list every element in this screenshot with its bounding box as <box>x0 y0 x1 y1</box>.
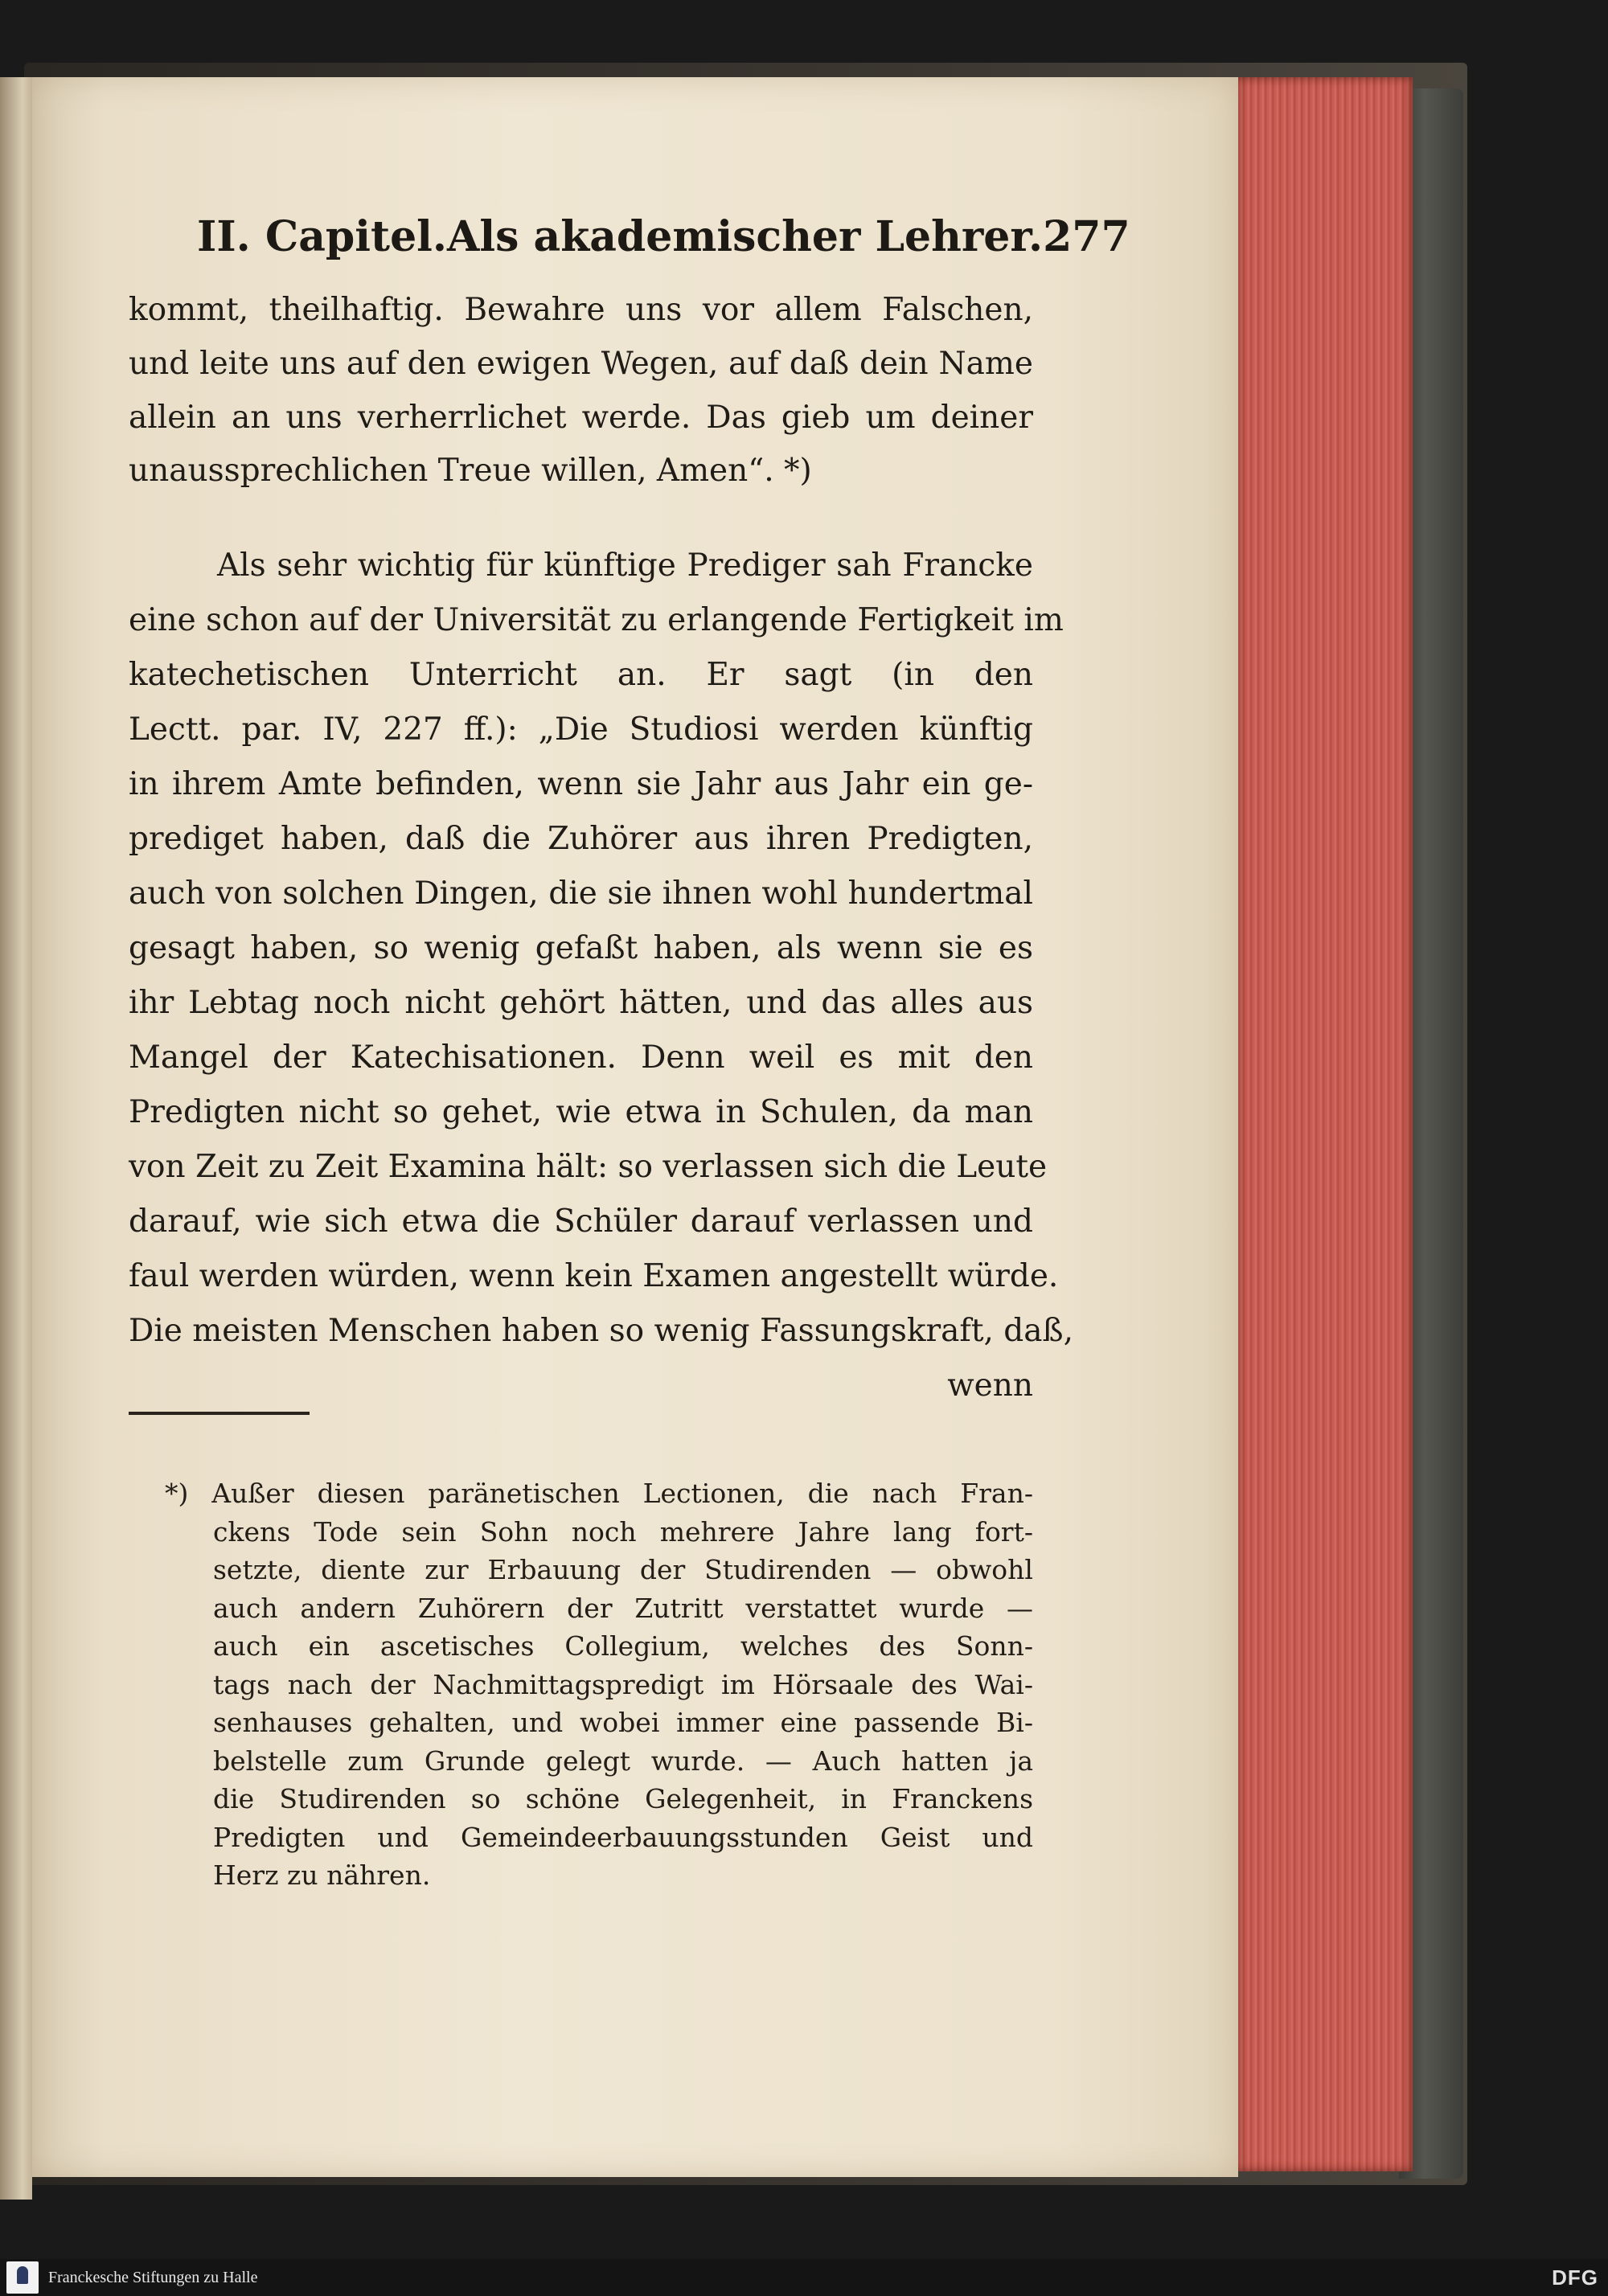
footnote-rule <box>129 1412 310 1415</box>
body-line: unaussprechlichen Treue willen, Amen“. *) <box>129 453 812 489</box>
footnote-line: belstelle zum Grunde gelegt wurde. — Auch hatten ja <box>213 1745 1033 1777</box>
body-line: Als sehr wichtig für künftige Prediger sah Francke <box>217 547 1033 584</box>
footnote-line: Herz zu nähren. <box>213 1859 431 1891</box>
body-line: wenn <box>947 1367 1033 1404</box>
footnote-line: setzte, diente zur Erbauung der Studirenden — obwohl <box>213 1554 1033 1585</box>
book-page <box>32 77 1238 2177</box>
body-line: Mangel der Katechisationen. Denn weil es mit den <box>129 1039 1033 1076</box>
institution-name: Franckesche Stiftungen zu Halle <box>48 2268 258 2286</box>
body-line: prediget haben, daß die Zuhörer aus ihren Predigten, <box>129 821 1033 857</box>
footnote-line: *) Außer diesen paränetischen Lectionen, die nach Fran- <box>165 1478 1033 1509</box>
body-line: und leite uns auf den ewigen Wegen, auf daß dein Name <box>129 346 1033 382</box>
page-number: 277 <box>1043 212 1130 261</box>
dfg-logo: DFG <box>1552 2265 1598 2290</box>
footnote-line: auch andern Zuhörern der Zutritt verstattet wurde — <box>213 1593 1033 1624</box>
body-line: eine schon auf der Universität zu erlangende Fertigkeit im <box>129 602 1064 638</box>
body-line: in ihrem Amte befinden, wenn sie Jahr aus Jahr ein ge- <box>129 766 1033 802</box>
body-line: Lectt. par. IV, 227 ff.): „Die Studiosi werden künftig <box>129 711 1033 748</box>
body-line: ihr Lebtag noch nicht gehört hätten, und das alles aus <box>129 985 1033 1021</box>
footnote-line: ckens Tode sein Sohn noch mehrere Jahre lang fort- <box>213 1516 1033 1548</box>
body-line: Die meisten Menschen haben so wenig Fassungskraft, daß, <box>129 1313 1073 1349</box>
footnote-line: die Studirenden so schöne Gelegenheit, in Franckens <box>213 1783 1033 1814</box>
body-line: darauf, wie sich etwa die Schüler darauf verlassen und <box>129 1203 1033 1240</box>
body-line: gesagt haben, so wenig gefaßt haben, als wenn sie es <box>129 930 1033 966</box>
body-line: faul werden würden, wenn kein Examen angestellt würde. <box>129 1258 1059 1294</box>
franckesche-stiftungen-logo-icon <box>6 2261 39 2294</box>
footnote-line: auch ein ascetisches Collegium, welches des Sonn- <box>213 1630 1033 1662</box>
body-line: kommt, theilhaftig. Bewahre uns vor allem Falschen, <box>129 292 1033 328</box>
left-page-edge <box>0 77 32 2200</box>
chapter-title: Als akademischer Lehrer. <box>447 212 1044 261</box>
body-line: katechetischen Unterricht an. Er sagt (in den <box>129 657 1033 693</box>
footnote-line: tags nach der Nachmittagspredigt im Hörsaale des Wai- <box>213 1669 1033 1700</box>
running-head <box>197 212 1130 261</box>
body-line: Predigten nicht so gehet, wie etwa in Schulen, da man <box>129 1094 1033 1130</box>
body-line: auch von solchen Dingen, die sie ihnen wohl hundertmal <box>129 875 1033 912</box>
institution-credit <box>0 2261 257 2294</box>
footnote-line: senhauses gehalten, und wobei immer eine passende Bi- <box>213 1707 1033 1738</box>
footnote-line: Predigten und Gemeindeerbauungsstunden Geist und <box>213 1822 1033 1853</box>
body-line: allein an uns verherrlichet werde. Das gieb um deiner <box>129 400 1033 436</box>
body-line: von Zeit zu Zeit Examina hält: so verlassen sich die Leute <box>129 1149 1048 1185</box>
red-page-edges <box>1232 77 1413 2171</box>
viewer-footer-bar <box>0 2259 1608 2296</box>
chapter-label: II. Capitel. <box>197 212 448 261</box>
